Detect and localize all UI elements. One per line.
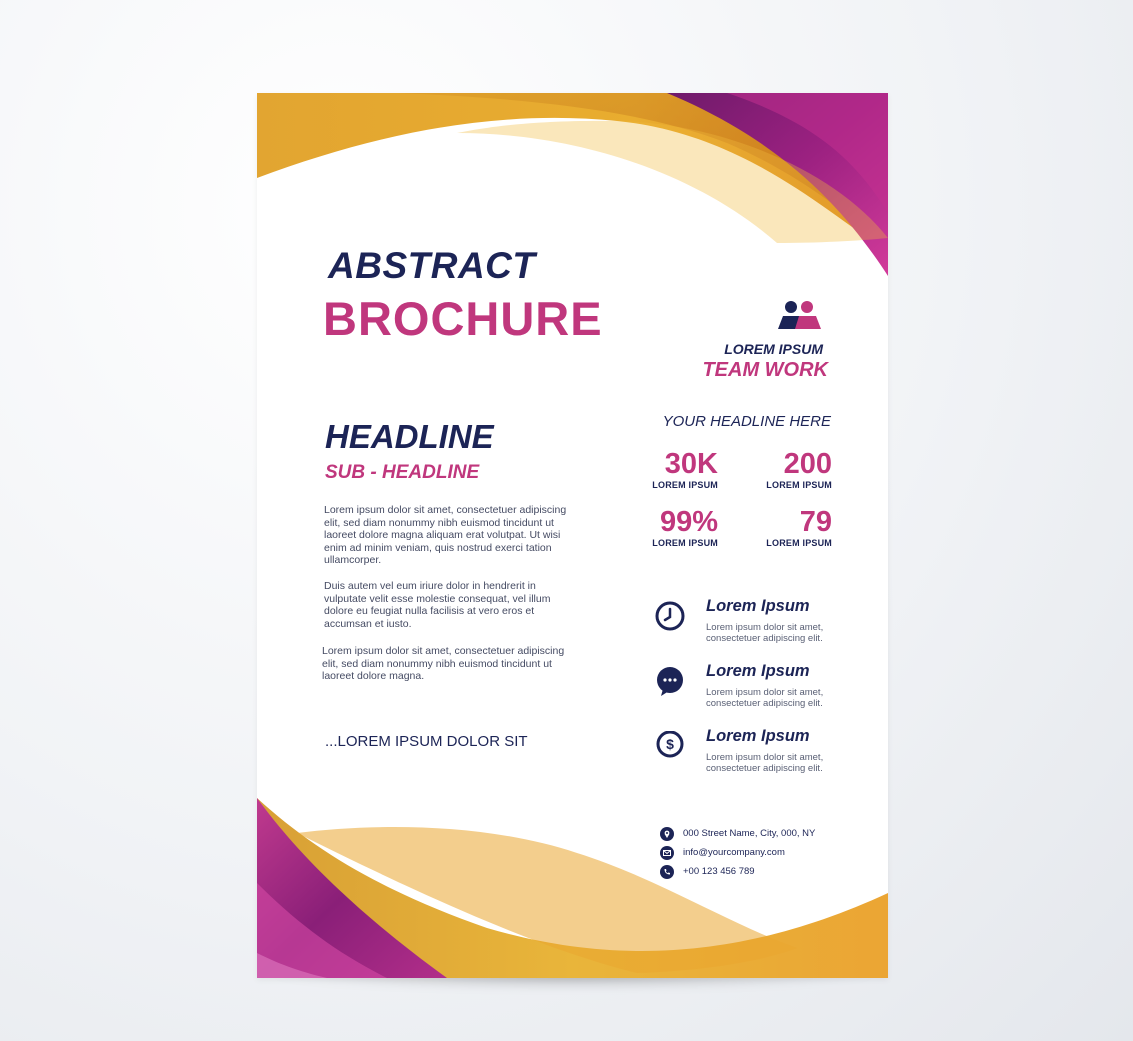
title-line-2: BROCHURE <box>323 292 603 345</box>
team-title: TEAM WORK <box>702 359 828 381</box>
feature-desc: Lorem ipsum dolor sit amet, consectetuer adipiscing elit. <box>706 622 824 644</box>
stat-value: 200 <box>783 448 832 480</box>
phone-icon <box>660 865 674 879</box>
feature-title: Lorem Ipsum <box>706 597 810 615</box>
stat-item <box>766 506 832 548</box>
stat-label: LOREM IPSUM <box>766 480 832 490</box>
location-icon <box>660 827 674 841</box>
svg-text:$: $ <box>666 736 674 752</box>
stat-value: 99% <box>659 506 718 538</box>
team-label: LOREM IPSUM <box>724 341 823 357</box>
body-paragraph-2: Duis autem vel eum iriure dolor in hendrerit in vulputate velit esse molestie consequat, vel illum dolore eu feugiat nulla facilisis at vero eros et accumsan et iusto. <box>324 580 551 630</box>
stat-value: 79 <box>799 506 832 538</box>
contact-text: +00 123 456 789 <box>683 866 755 877</box>
stat-value: 30K <box>664 448 718 480</box>
stats-heading: YOUR HEADLINE HERE <box>662 413 831 430</box>
stat-label: LOREM IPSUM <box>652 480 718 490</box>
dollar-icon <box>655 731 685 761</box>
brochure-page <box>257 93 888 978</box>
feature-item <box>655 597 865 657</box>
email-icon <box>660 846 674 860</box>
contact-text: 000 Street Name, City, 000, NY <box>683 828 816 839</box>
stat-label: LOREM IPSUM <box>766 538 832 548</box>
closing-line: ...LOREM IPSUM DOLOR SIT <box>325 733 528 750</box>
stat-label: LOREM IPSUM <box>652 538 718 548</box>
feature-item <box>655 727 865 787</box>
feature-item <box>655 662 865 722</box>
feature-title: Lorem Ipsum <box>706 662 810 680</box>
clock-icon <box>655 601 685 631</box>
feature-desc: Lorem ipsum dolor sit amet, consectetuer adipiscing elit. <box>706 687 824 709</box>
title-line-1: ABSTRACT <box>328 245 536 286</box>
sub-headline: SUB - HEADLINE <box>325 462 480 483</box>
contact-text: info@yourcompany.com <box>683 847 785 858</box>
feature-desc: Lorem ipsum dolor sit amet, consectetuer adipiscing elit. <box>706 752 824 774</box>
stat-item <box>652 506 718 548</box>
body-paragraph-3: Lorem ipsum dolor sit amet, consectetuer adipiscing elit, sed diam nonummy nibh euismod tincidunt ut laoreet dolore magna. <box>322 645 565 683</box>
headline: HEADLINE <box>325 418 494 455</box>
stat-item <box>766 448 832 490</box>
chat-icon <box>655 666 685 696</box>
body-paragraph-1: Lorem ipsum dolor sit amet, consectetuer adipiscing elit, sed diam nonummy nibh euismod tincidunt ut laoreet dolore magna aliquam erat volutpat. Ut wisi enim ad minim veniam, quis nostrud exerci tation ullamcorper. <box>324 504 567 567</box>
stat-item <box>652 448 718 490</box>
team-icon <box>776 299 824 331</box>
feature-title: Lorem Ipsum <box>706 727 810 745</box>
